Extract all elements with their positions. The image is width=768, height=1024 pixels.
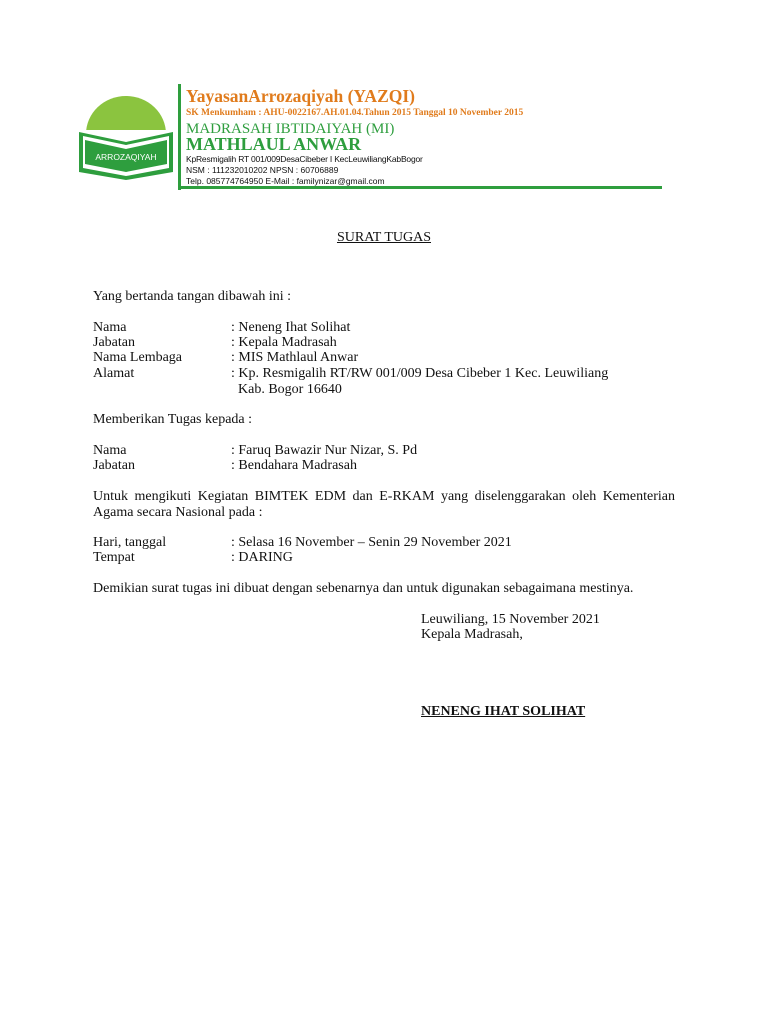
assign-intro: Memberikan Tugas kepada :: [93, 412, 253, 427]
signer-value: : MIS Mathlaul Anwar: [231, 350, 359, 365]
school-address: KpResmigalih RT 001/009DesaCibeber I KecLeuwiliangKabBogor: [186, 154, 423, 164]
header-vertical-rule: [178, 84, 181, 190]
assignee-label: Nama: [93, 443, 127, 458]
closing-text: Demikian surat tugas ini dibuat dengan sebenarnya dan untuk digunakan sebagaimana mestinya.: [93, 581, 634, 596]
assignee-value: : Faruq Bawazir Nur Nizar, S. Pd: [231, 443, 418, 458]
signer-value: : Kp. Resmigalih RT/RW 001/009 Desa Cibeber 1 Kec. Leuwiliang: [231, 366, 609, 381]
school-logo: [76, 94, 176, 180]
schedule-value: : DARING: [231, 550, 293, 565]
signer-value: : Kepala Madrasah: [231, 335, 337, 350]
purpose-text: Untuk mengikuti Kegiatan BIMTEK EDM dan E-RKAM yang diselenggarakan oleh Kementerian Agama secara Nasional pada :: [93, 489, 675, 520]
signer-value-cont: Kab. Bogor 16640: [238, 382, 342, 397]
signer-label: Nama: [93, 320, 127, 335]
header-horizontal-rule: [178, 186, 662, 189]
book-sun-logo-icon: [76, 94, 176, 180]
schedule-label: Tempat: [93, 550, 135, 565]
signer-label: Nama Lembaga: [93, 350, 183, 365]
foundation-name: YayasanArrozaqiyah (YAZQI): [186, 86, 415, 106]
signer-title: Kepala Madrasah,: [421, 627, 523, 642]
madrasah-type: MADRASAH IBTIDAIYAH (MI): [186, 121, 395, 137]
signer-label: Jabatan: [93, 335, 135, 350]
signer-value: : Neneng Ihat Solihat: [231, 320, 351, 335]
schedule-value: : Selasa 16 November – Senin 29 November 2021: [231, 535, 512, 550]
assignee-label: Jabatan: [93, 458, 135, 473]
letter-title: SURAT TUGAS: [336, 230, 431, 245]
logo-text: ARROZAQIYAH: [95, 152, 157, 162]
assignee-value: : Bendahara Madrasah: [231, 458, 357, 473]
decree-line: SK Menkumham : AHU-0022167.AH.01.04.Tahun 2015 Tanggal 10 November 2015: [186, 108, 524, 118]
place-date: Leuwiliang, 15 November 2021: [421, 612, 600, 627]
school-ids: NSM : 111232010202 NPSN : 60706889: [186, 165, 339, 175]
signer-label: Alamat: [93, 366, 135, 381]
school-name: MATHLAUL ANWAR: [186, 134, 362, 154]
school-contact: Telp. 085774764950 E-Mail : familynizar@gmail.com: [186, 176, 385, 186]
intro-text: Yang bertanda tangan dibawah ini :: [93, 289, 292, 304]
signer-name: NENENG IHAT SOLIHAT: [421, 704, 586, 719]
schedule-label: Hari, tanggal: [93, 535, 167, 550]
